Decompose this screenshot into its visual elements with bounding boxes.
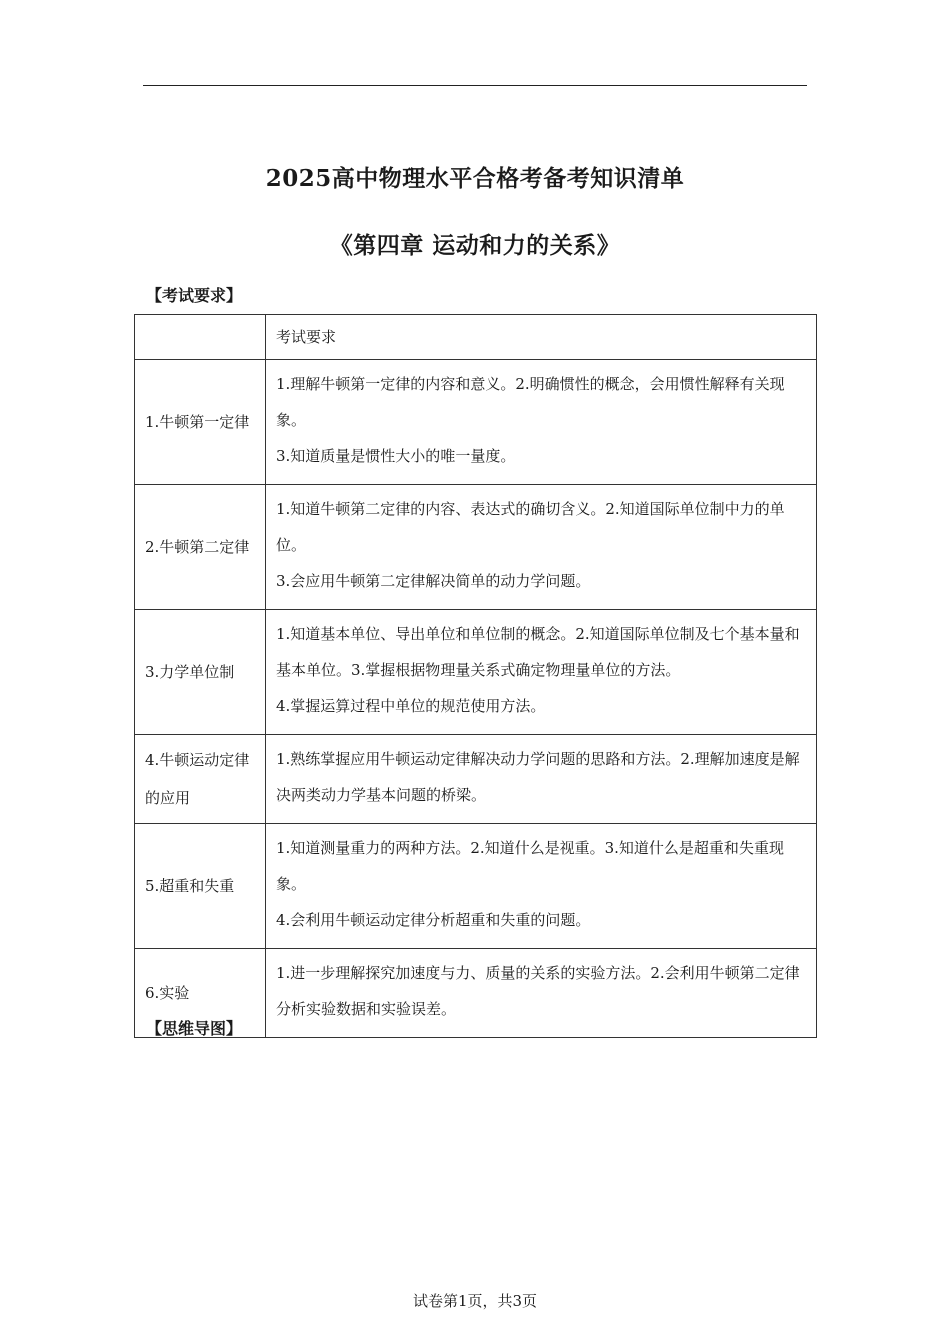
requirement-line: 3.知道质量是惯性大小的唯一量度。 bbox=[276, 447, 516, 465]
requirement-line: 1.知道测量重力的两种方法。2.知道什么是视重。3.知道什么是超重和失重现象。 bbox=[276, 839, 784, 893]
table-row bbox=[135, 360, 817, 485]
requirement-line: 4.会利用牛顿运动定律分析超重和失重的问题。 bbox=[276, 911, 591, 929]
topic-cell: 3.力学单位制 bbox=[135, 610, 266, 735]
topic-cell: 1.牛顿第一定律 bbox=[135, 360, 266, 485]
requirement-cell bbox=[266, 360, 817, 485]
requirement-line: 4.掌握运算过程中单位的规范使用方法。 bbox=[276, 697, 546, 715]
requirement-cell bbox=[266, 824, 817, 949]
table-row bbox=[135, 610, 817, 735]
chapter-title: 《第四章 运动和力的关系》 bbox=[329, 232, 621, 259]
section-heading-mind-map: 【思维导图】 bbox=[146, 1019, 243, 1038]
table-row bbox=[135, 485, 817, 610]
requirement-cell bbox=[266, 610, 817, 735]
table-row bbox=[135, 735, 817, 824]
requirement-cell bbox=[266, 949, 817, 1038]
table-header-cell bbox=[135, 315, 266, 360]
requirement-line: 1.进一步理解探究加速度与力、质量的关系的实验方法。2.会利用牛顿第二定律分析实验数据和实验误差。 bbox=[276, 964, 800, 1018]
header-rule bbox=[143, 85, 807, 86]
section-heading-exam-requirements: 【考试要求】 bbox=[146, 286, 243, 305]
topic-cell: 2.牛顿第二定律 bbox=[135, 485, 266, 610]
table-header-cell: 考试要求 bbox=[266, 315, 817, 360]
requirement-line: 1.知道基本单位、导出单位和单位制的概念。2.知道国际单位制及七个基本量和基本单位。3.掌握根据物理量关系式确定物理量单位的方法。 bbox=[276, 625, 800, 679]
topic-cell: 6.实验 bbox=[135, 949, 266, 1038]
topic-cell: 4.牛顿运动定律的应用 bbox=[135, 735, 266, 824]
table-header-row bbox=[135, 315, 817, 360]
requirement-cell bbox=[266, 735, 817, 824]
requirement-line: 1.理解牛顿第一定律的内容和意义。2.明确惯性的概念，会用惯性解释有关现象。 bbox=[276, 375, 785, 429]
requirement-line: 3.会应用牛顿第二定律解决简单的动力学问题。 bbox=[276, 572, 591, 590]
page-footer: 试卷第1页，共3页 bbox=[412, 1292, 538, 1310]
requirement-line: 1.知道牛顿第二定律的内容、表达式的确切含义。2.知道国际单位制中力的单位。 bbox=[276, 500, 785, 554]
exam-requirements-table bbox=[134, 314, 817, 1038]
table-row bbox=[135, 824, 817, 949]
requirement-cell bbox=[266, 485, 817, 610]
document-title: 2025高中物理水平合格考备考知识清单 bbox=[265, 165, 685, 192]
topic-cell: 5.超重和失重 bbox=[135, 824, 266, 949]
requirement-line: 1.熟练掌握应用牛顿运动定律解决动力学问题的思路和方法。2.理解加速度是解决两类动力学基本问题的桥梁。 bbox=[276, 750, 800, 804]
